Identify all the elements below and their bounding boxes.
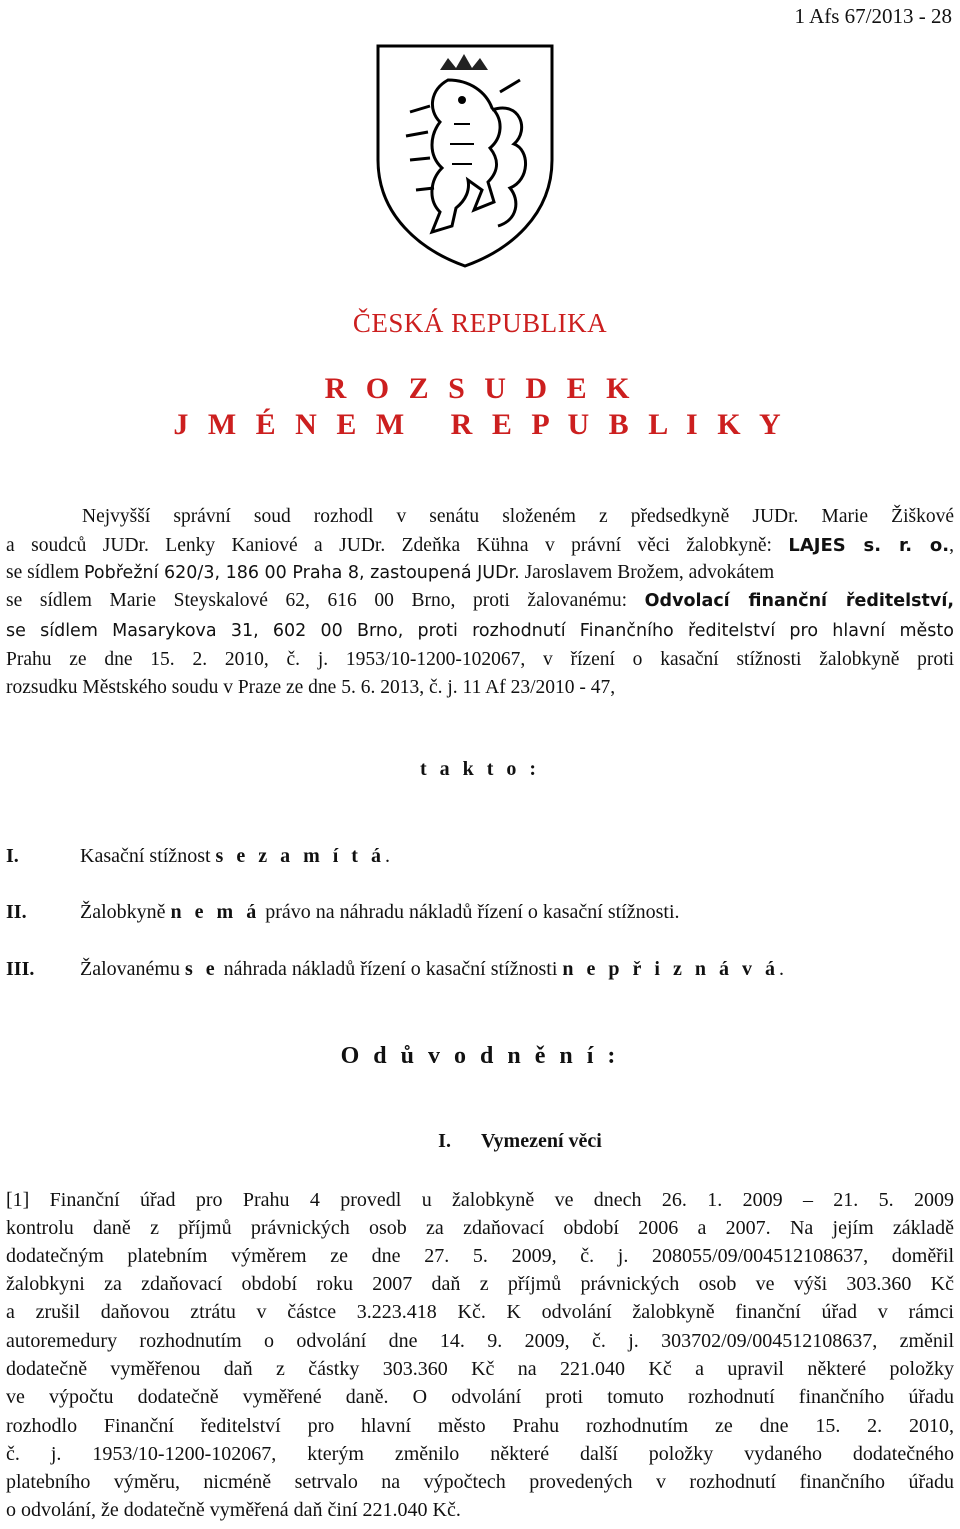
verdict-number: II. [6, 901, 27, 923]
reasoning-line: č. j. 1953/10-1200-102067, kterým změnilo některé další položky vydaného dodatečného [6, 1443, 954, 1465]
reasoning-heading: O d ů v o d n ě n í : [340, 1043, 620, 1069]
reasoning-line: rozhodlo Finanční ředitelství pro hlavní město Prahu rozhodnutím ze dne 15. 2. 2010, [6, 1415, 954, 1437]
reasoning-line: ve výpočtu dodatečně vyměřené daně. O odvolání proti tomuto rozhodnutí finančního úřadu [6, 1386, 954, 1408]
reasoning-line: žalobkyni za zdaňovací období roku 2007 daň z příjmů právnických osob ve výši 303.360 Kč [6, 1273, 954, 1295]
reasoning-line: a zrušil daňovou ztrátu v částce 3.223.418 Kč. K odvolání žalobkyně finanční úřad v rámci [6, 1301, 954, 1323]
intro-line-3: se sídlem Pobřežní 620/3, 186 00 Praha 8, zastoupená JUDr. Jaroslavem Brožem, advokátem [6, 562, 775, 583]
czech-lion-coat-of-arms-icon [370, 40, 560, 270]
reasoning-line: [1] Finanční úřad pro Prahu 4 provedl u žalobkyně ve dnech 26. 1. 2009 – 21. 5. 2009 [6, 1189, 954, 1211]
verdict-number: I. [6, 845, 19, 867]
judgment-heading: R O Z S U D E K [324, 372, 636, 405]
reasoning-line: autoremedury rozhodnutím o odvolání dne 14. 9. 2009, č. j. 303702/09/004512108637, změnil [6, 1330, 954, 1352]
country-heading: ČESKÁ REPUBLIKA [352, 308, 608, 338]
reasoning-line: kontrolu daně z příjmů právnických osob za zdaňovací období 2006 a 2007. Na jejím základě [6, 1217, 954, 1239]
verdict-item: Žalovanému s e náhrada nákladů řízení o kasační stížnosti n e p ř i z n á v á. [80, 958, 784, 980]
reasoning-line: dodatečným platebním výměrem ze dne 27. 5. 2009, č. j. 208055/09/004512108637, doměřil [6, 1245, 954, 1267]
intro-line-6: Prahu ze dne 15. 2. 2010, č. j. 1953/10-1200-102067, v řízení o kasační stížnosti žalobkyně proti [6, 649, 954, 670]
verdict-heading: t a k t o : [419, 758, 541, 780]
intro-line-5: se sídlem Masarykova 31, 602 00 Brno, proti rozhodnutí Finančního ředitelství pro hlavní město [6, 621, 954, 641]
verdict-number: III. [6, 958, 35, 980]
intro-line-2: a soudců JUDr. Lenky Kaniové a JUDr. Zdeňka Kühna v právní věci žalobkyně: LAJES s. r. o., [6, 535, 955, 556]
case-number: 1 Afs 67/2013 - 28 [794, 4, 952, 28]
reasoning-line: o odvolání, že dodatečně vyměřená daň činí 221.040 Kč. [6, 1499, 461, 1521]
verdict-item: Žalobkyně n e m á právo na náhradu nákladů řízení o kasační stížnosti. [80, 901, 680, 923]
intro-line-7: rozsudku Městského soudu v Praze ze dne 5. 6. 2013, č. j. 11 Af 23/2010 - 47, [6, 677, 616, 698]
intro-line-1: Nejvyšší správní soud rozhodl v senátu složeném z předsedkyně JUDr. Marie Žiškové [82, 506, 954, 527]
reasoning-line: platebního výměru, nicméně setrvalo na výpočtech provedených v rozhodnutí finančního úřadu [6, 1471, 954, 1493]
section-heading: I. Vymezení věci [438, 1130, 602, 1152]
reasoning-line: dodatečně vyměřenou daň z částky 303.360 Kč na 221.040 Kč a upravil některé položky [6, 1358, 954, 1380]
intro-line-4: se sídlem Marie Steyskalové 62, 616 00 Brno, proti žalovanému: Odvolací finanční ředitelství, [6, 590, 954, 611]
verdict-item: Kasační stížnost s e z a m í t á. [80, 845, 390, 867]
in-name-heading: J M É N E M R E P U B L I K Y [173, 408, 787, 441]
